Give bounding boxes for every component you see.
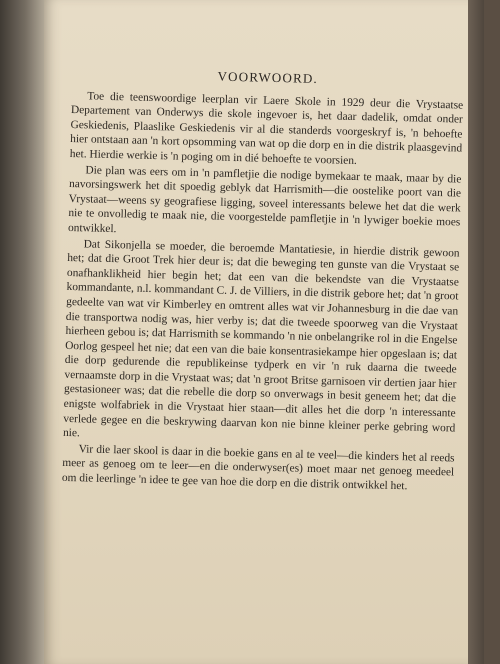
page-edge (468, 0, 484, 664)
book-gutter (0, 0, 46, 664)
page-heading: VOORWOORD. (217, 68, 319, 87)
paragraph-2: Die plan was eers om in 'n pamfletjie die nodige bymekaar te maak, maar by die navorsingswerk het dit spoedig geblyk dat Harrismith—die oostelike poort van die Vrystaat—weens sy geografiese ligging, soveel interessants belewe het dat die werk nie te onvolledig te maak nie, die voorgestelde pamfletjie in 'n lywiger boekie moes ontwikkel. (67, 163, 462, 236)
page-text (62, 66, 464, 495)
paragraph-1: Toe die teenswoordige leerplan vir Laere Skole in 1929 deur die Vrystaatse Departement van Onderwys die skole ingevoer is, het daar dadelik, omdat onder Geskiedenis, Plaaslike Geskiedenis vir al die standerds voorgeskryf is, 'n behoefte hier ontstaan aan 'n kort opsomming van wat op die dorp en in die distrik plaasgevind het. Hierdie werkie is 'n poging om in dié behoefte te voorsien. (69, 89, 464, 167)
paragraph-3: Dat Sikonjella se moeder, die beroemde Mantatiesie, in hierdie distrik gewoon het; dat die Groot Trek hier deur is; dat die beweging ten gunste van die Vrystaat se onafhanklikheid hier begin het; dat een van die bekendste van die Vrystaatse kommandante, n.l. kommandant C. J. de Villiers, in die distrik gebore het; dat 'n groot gedeelte van wat vir Kimberley en omtrent alles wat vir Johannesburg in die dae van die transportwa nodig was, hier verby is; dat die tweede spoorweg van die Vrystaat hierheen gebou is; dat Harrismith se kommando 'n nie onbelangrike rol in die Engelse Oorlog gespeel het nie; dat een van die baie konsentrasiekampe hier opgeslaan is; dat die dorp gedurende die republikeinse tydperk en vir 'n ruk daarna die tweede vernaamste dorp in die Vrystaat was; dat 'n groot Britse garnisoen vir dertien jaar hier gestasioneer was; dat die rebelle die dorp so onverwags in besit geneem het; dat die enigste wolfabriek in die Vrystaat hier staan—dit alles het die dorp 'n interessante verlede gegee en die beskrywing daarvan kon nie binne kleiner perke gebring word nie. (62, 237, 460, 440)
paragraph-4: Vir die laer skool is daar in die boekie gans en al te veel—die kinders het al reeds meer as genoeg om te leer—en die onderwyser(es) moet maar net genoeg meedeel om die leerlinge 'n idee te gee van hoe die dorp en die distrik ontwikkel het. (61, 443, 455, 493)
